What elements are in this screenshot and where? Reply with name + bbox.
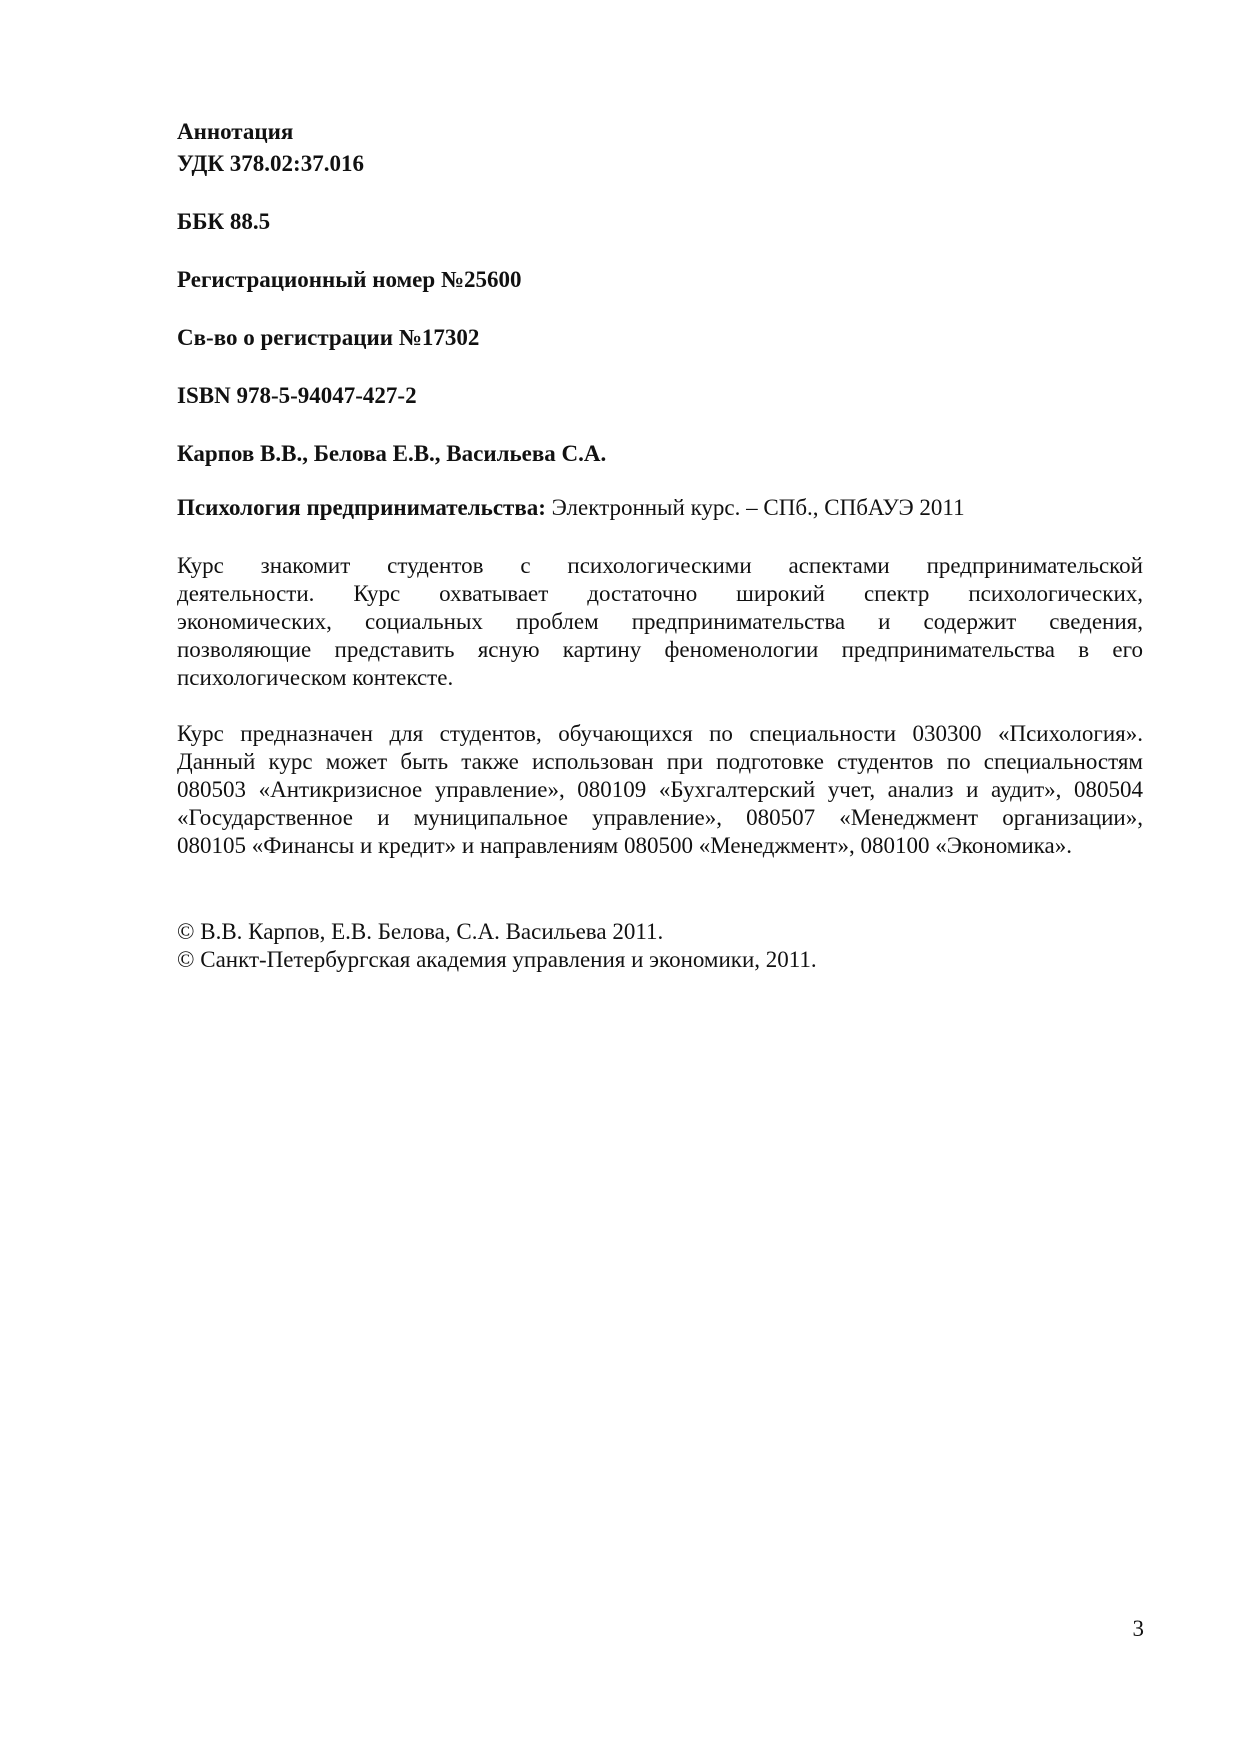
audience-paragraph — [177, 720, 1143, 860]
paragraph-line: Курс предназначен для студентов, обучающихся по специальности 030300 «Психология». — [177, 721, 1143, 746]
title-line — [177, 494, 1143, 522]
page-number: 3 — [1132, 1616, 1144, 1641]
paragraph-line: 080105 «Финансы и кредит» и направлениям 080500 «Менеджмент», 080100 «Экономика». — [177, 833, 1072, 858]
annotation-heading-block — [177, 118, 1143, 178]
paragraph-line: «Государственное и муниципальное управление», 080507 «Менеджмент организации», — [177, 805, 1143, 830]
copyright-block — [177, 918, 1143, 974]
registration-number: Регистрационный номер №25600 — [177, 267, 522, 292]
isbn: ISBN 978-5-94047-427-2 — [177, 383, 417, 408]
bbk-code: ББК 88.5 — [177, 209, 271, 234]
paragraph-line: психологическом контексте. — [177, 665, 454, 690]
authors: Карпов В.В., Белова Е.В., Васильева С.А. — [177, 441, 607, 466]
annotation-title: Аннотация — [177, 119, 294, 144]
course-title: Психология предпринимательства: — [177, 495, 546, 520]
registration-certificate: Св-во о регистрации №17302 — [177, 325, 480, 350]
paragraph-line: позволяющие представить ясную картину феноменологии предпринимательства в его — [177, 637, 1143, 662]
course-publication-info: Электронный курс. – СПб., СПбАУЭ 2011 — [545, 495, 965, 520]
paragraph-line: деятельности. Курс охватывает достаточно широкий спектр психологических, — [177, 581, 1143, 606]
paragraph-line: 080503 «Антикризисное управление», 080109 «Бухгалтерский учет, анализ и аудит», 080504 — [177, 777, 1143, 802]
copyright-academy: © Санкт-Петербургская академия управления и экономики, 2011. — [177, 947, 817, 972]
copyright-authors: © В.В. Карпов, Е.В. Белова, С.А. Васильева 2011. — [177, 919, 664, 944]
description-paragraph — [177, 552, 1143, 692]
paragraph-line: Курс знакомит студентов с психологическими аспектами предпринимательской — [177, 553, 1143, 578]
udk-code: УДК 378.02:37.016 — [177, 151, 364, 176]
paragraph-line: экономических, социальных проблем предпринимательства и содержит сведения, — [177, 609, 1143, 634]
paragraph-line: Данный курс может быть также использован при подготовке студентов по специальностям — [177, 749, 1143, 774]
